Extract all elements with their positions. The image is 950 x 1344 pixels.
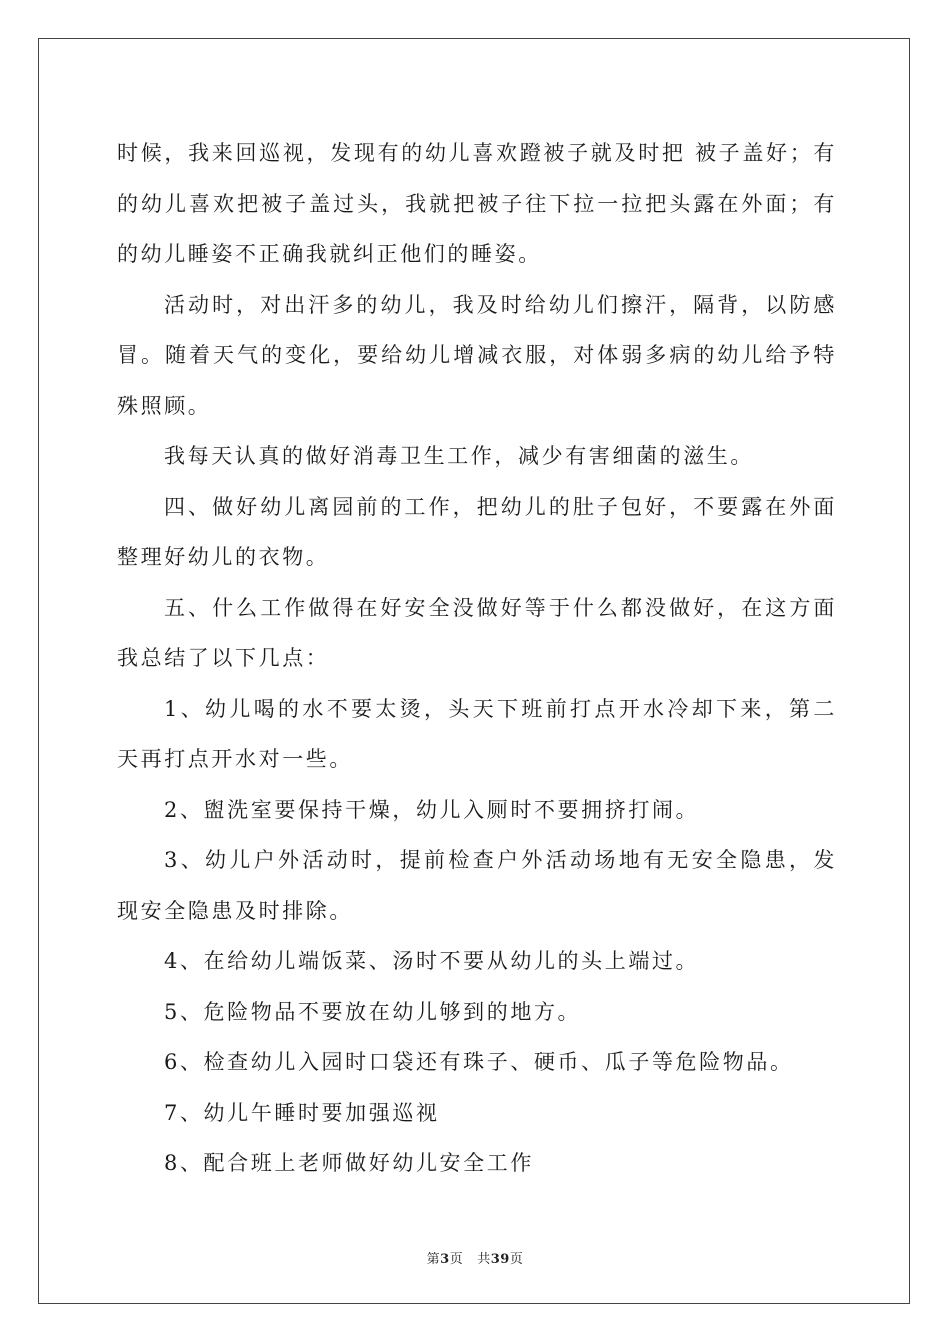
paragraph-3: 我每天认真的做好消毒卫生工作，减少有害细菌的滋生。: [164, 444, 754, 468]
document-body: [117, 128, 837, 1189]
list-item-7: 7、幼儿午睡时要加强巡视: [164, 1100, 440, 1125]
total-pages: 39: [490, 1252, 510, 1267]
total-prefix: 共: [477, 1252, 491, 1267]
list-item-4: 4、在给幼儿端饭菜、汤时不要从幼儿的头上端过。: [164, 949, 700, 973]
list-item-3: 3、幼儿户外活动时，提前检查户外活动场地有无安全隐患，发现安全隐患及时排除。: [117, 848, 837, 923]
total-suffix: 页: [509, 1252, 524, 1267]
page-suffix: 页: [449, 1252, 464, 1267]
page-prefix: 第: [426, 1252, 441, 1267]
page-number: 3: [440, 1252, 450, 1267]
paragraph-5: 五、什么工作做得在好安全没做好等于什么都没做好，在这方面我总结了以下几点：: [117, 595, 837, 670]
list-item-1: 1、幼儿喝的水不要太烫，头天下班前打点开水冷却下来，第二天再打点开水对一些。: [117, 696, 837, 771]
list-item-8: 8、配合班上老师做好幼儿安全工作: [164, 1151, 534, 1175]
paragraph-4: 四、做好幼儿离园前的工作，把幼儿的肚子包好，不要露在外面整理好幼儿的衣物。: [117, 494, 837, 569]
page-footer: [0, 1248, 950, 1267]
list-item-2: 2、盥洗室要保持干燥，幼儿入厕时不要拥挤打闹。: [164, 797, 700, 822]
list-item-5: 5、危险物品不要放在幼儿够到的地方。: [164, 999, 582, 1024]
list-item-6: 6、检查幼儿入园时口袋还有珠子、硬币、瓜子等危险物品。: [164, 1050, 794, 1074]
paragraph-2: 活动时，对出汗多的幼儿，我及时给幼儿们擦汗，隔背，以防感冒。随着天气的变化，要给幼儿增减衣服，对体弱多病的幼儿给予特殊照顾。: [117, 292, 837, 418]
paragraph-1: 时候，我来回巡视，发现有的幼儿喜欢蹬被子就及时把 被子盖好；有的幼儿喜欢把被子盖过头，我就把被子往下拉一拉把头露在外面；有的幼儿睡姿不正确我就纠正他们的睡姿。: [117, 141, 837, 266]
